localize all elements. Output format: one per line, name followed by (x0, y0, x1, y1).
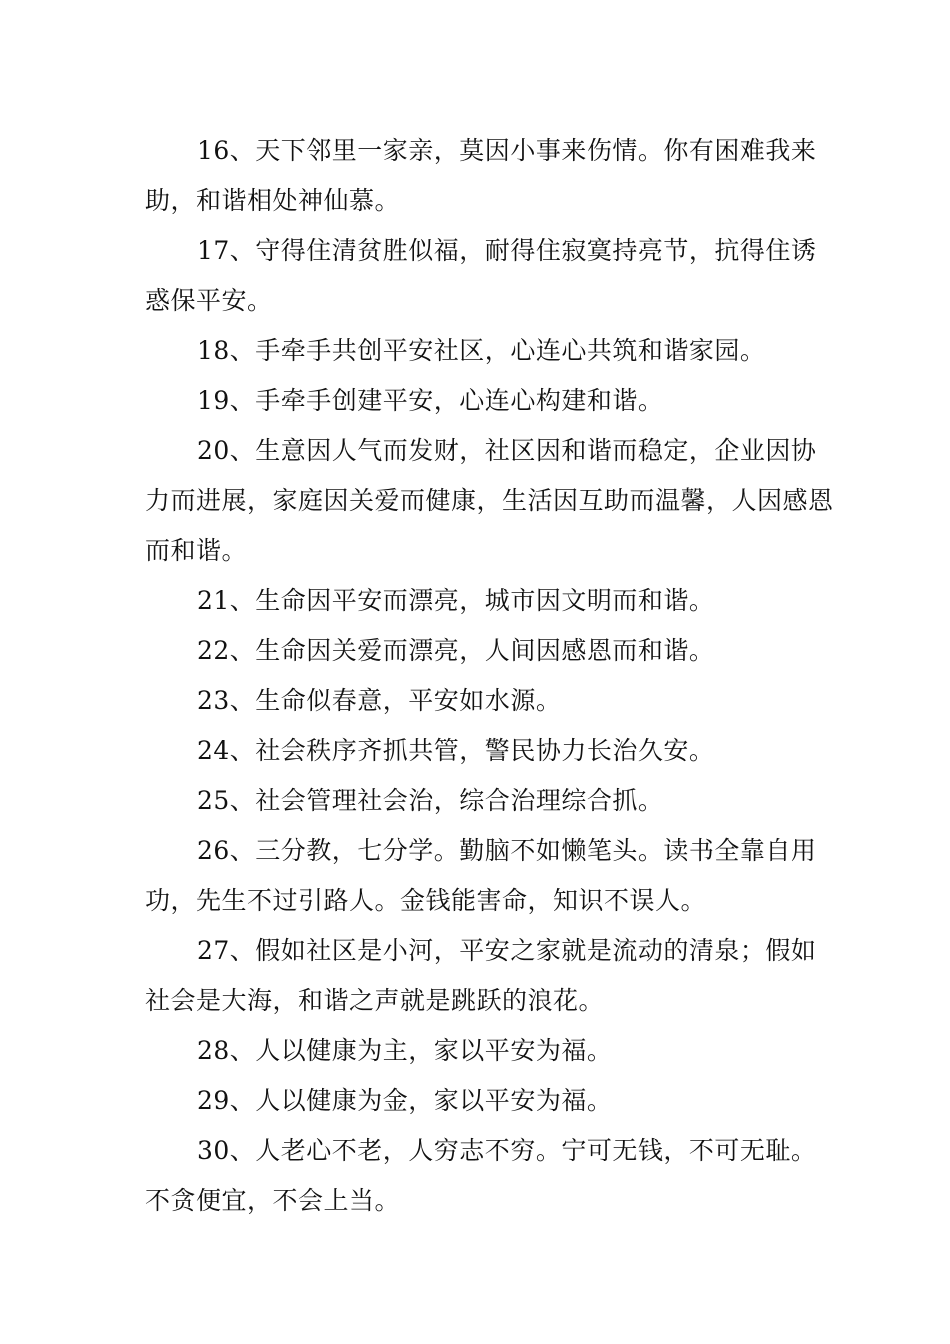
paragraph-23: 23、生命似春意，平安如水源。 (197, 686, 562, 715)
paragraph-20: 20、生意因人气而发财，社区因和谐而稳定，企业因协力而进展，家庭因关爱而健康，生活因互助而温馨，人因感恩而和谐。 (145, 436, 834, 565)
paragraph-26: 26、三分教，七分学。勤脑不如懒笔头。读书全靠自用功，先生不过引路人。金钱能害命，知识不误人。 (145, 836, 817, 915)
paragraph-16: 16、天下邻里一家亲，莫因小事来伤情。你有困难我来助，和谐相处神仙慕。 (145, 136, 817, 215)
paragraph-29: 29、人以健康为金，家以平安为福。 (197, 1086, 613, 1115)
paragraph-27: 27、假如社区是小河，平安之家就是流动的清泉；假如社会是大海，和谐之声就是跳跃的浪花。 (145, 936, 817, 1015)
paragraph-19: 19、手牵手创建平安，心连心构建和谐。 (197, 386, 664, 415)
document-body (145, 126, 835, 1226)
paragraph-25: 25、社会管理社会治，综合治理综合抓。 (197, 786, 664, 815)
paragraph-22: 22、生命因关爱而漂亮，人间因感恩而和谐。 (197, 636, 715, 665)
paragraph-30: 30、人老心不老，人穷志不穷。宁可无钱，不可无耻。不贪便宜，不会上当。 (145, 1136, 817, 1215)
paragraph-17: 17、守得住清贫胜似福，耐得住寂寞持亮节，抗得住诱惑保平安。 (145, 236, 817, 315)
paragraph-21: 21、生命因平安而漂亮，城市因文明而和谐。 (197, 586, 715, 615)
paragraph-24: 24、社会秩序齐抓共管，警民协力长治久安。 (197, 736, 715, 765)
paragraph-18: 18、手牵手共创平安社区，心连心共筑和谐家园。 (197, 336, 766, 365)
paragraph-28: 28、人以健康为主，家以平安为福。 (197, 1036, 613, 1065)
